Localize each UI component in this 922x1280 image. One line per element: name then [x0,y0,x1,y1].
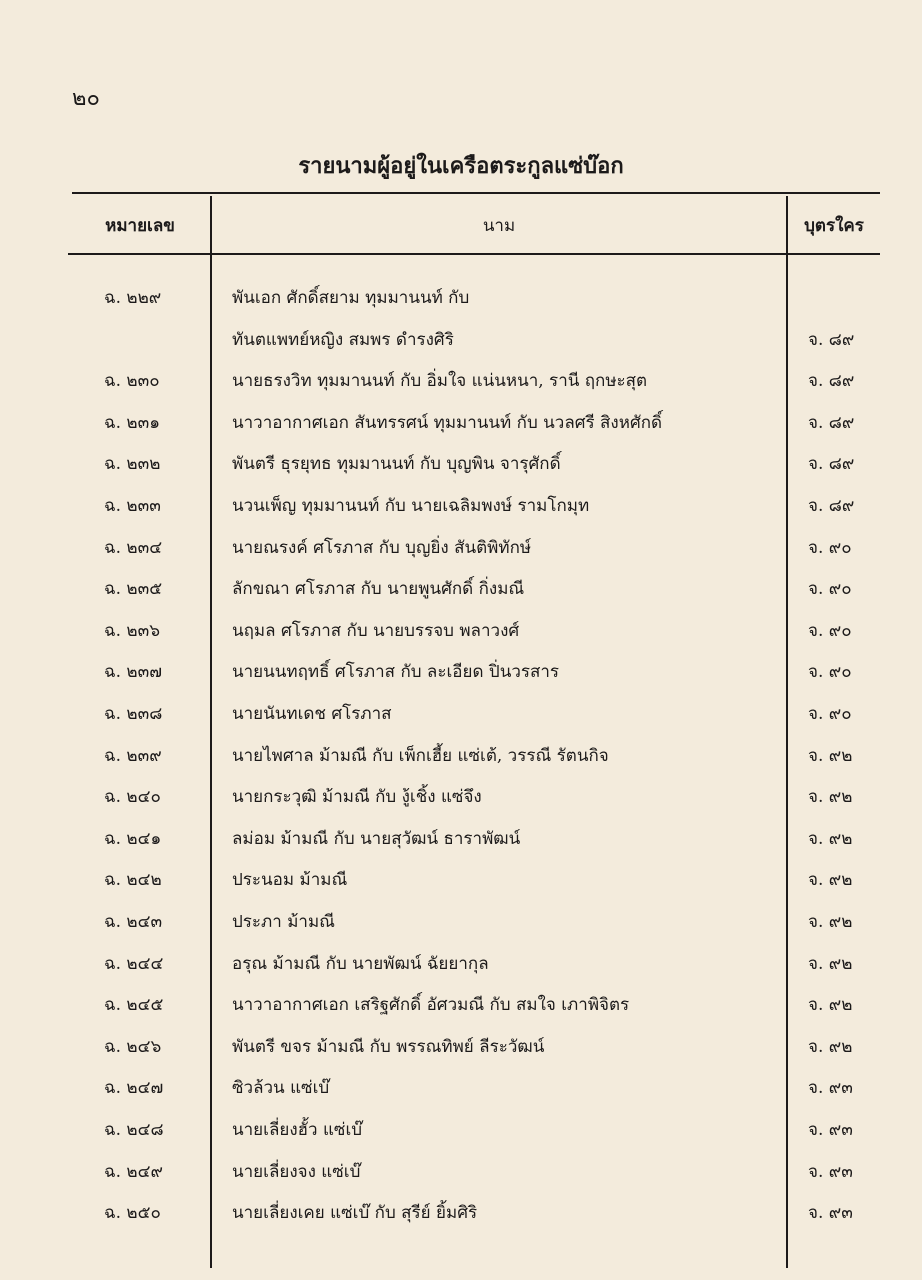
table-row [0,1023,922,1063]
column-header-name: นาม [482,216,516,236]
column-header-number: หมายเลข [105,216,175,236]
entry-parent-ref: จ. ๘๙ [808,454,855,475]
entry-parent-ref: จ. ๘๙ [808,496,855,516]
table-row [0,607,922,647]
entry-parent-ref: จ. ๙๒ [808,787,853,808]
column-header-parent: บุตรใคร [804,216,864,236]
entry-name: อรุณ ม้ามณี กับ นายพัฒน์ ฉัยยากุล [232,953,489,974]
entry-parent-ref: จ. ๙๒ [808,1036,853,1057]
entry-number: ฉ. ๒๓๒ [104,454,161,475]
table-row [0,316,922,356]
table-row [0,524,922,564]
entry-number: ฉ. ๒๓๕ [104,579,163,600]
entry-parent-ref: จ. ๙๐ [808,620,852,641]
entry-parent-ref: จ. ๙๓ [808,1120,853,1140]
entry-number: ฉ. ๒๔๙ [104,1161,163,1182]
entry-name: นายนนทฤทธิ์ ศโรภาส กับ ละเอียด ปิ่นวรสาร [232,662,560,683]
entry-number: ฉ. ๒๔๒ [104,870,162,891]
entry-parent-ref: จ. ๘๙ [808,371,855,392]
entry-name: นายเลี่ยงจง แซ่เบ๊ [232,1161,361,1182]
entry-number: ฉ. ๒๕๐ [104,1203,161,1224]
entry-name: นายณรงค์ ศโรภาส กับ บุญยิ่ง สันติพิทักษ์ [232,537,532,558]
entry-number: ฉ. ๒๓๐ [104,371,160,392]
entry-name: นายนันทเดช ศโรภาส [232,704,392,724]
entry-parent-ref: จ. ๙๓ [808,1078,853,1099]
entry-name: นาวาอากาศเอก สันทรรศน์ ทุมมานนท์ กับ นวลศรี สิงหศักดิ์ [232,412,663,433]
table-row [0,440,922,480]
entry-parent-ref: จ. ๙๐ [808,537,852,558]
table-row [0,1106,922,1146]
entry-name: ซิวล้วน แซ่เบ๊ [232,1078,330,1099]
entry-number: ฉ. ๒๒๙ [104,288,162,308]
table-row [0,1148,922,1188]
entry-name: ประภา ม้ามณี [232,912,335,932]
entry-name: พันเอก ศักดิ์สยาม ทุมมานนท์ กับ [232,288,470,308]
entry-parent-ref: จ. ๙๐ [808,662,852,683]
entry-name: นวนเพ็ญ ทุมมานนท์ กับ นายเฉลิมพงษ์ รามโกมุท [232,496,590,516]
table-row [0,565,922,605]
entry-name: นายไพศาล ม้ามณี กับ เพ็กเฮี้ย แซ่เต้, วรรณี รัตนกิจ [232,745,609,766]
table-row [0,690,922,730]
entry-parent-ref: จ. ๙๒ [808,870,853,891]
entry-number: ฉ. ๒๓๙ [104,745,162,766]
entry-name: ลักขณา ศโรภาส กับ นายพูนศักดิ์ กิ่งมณี [232,579,525,600]
table-row [0,357,922,397]
entry-number: ฉ. ๒๔๕ [104,995,164,1016]
entry-name: พันตรี ขจร ม้ามณี กับ พรรณทิพย์ ลีระวัฒน์ [232,1036,545,1057]
table-row [0,898,922,938]
table-row [0,815,922,855]
header-rule [68,253,880,255]
table-row [0,1064,922,1104]
entry-parent-ref: จ. ๙๒ [808,828,853,849]
entry-name: พันตรี ธุรยุทธ ทุมมานนท์ กับ บุญพิน จารุศักดิ์ [232,454,561,475]
entry-number: ฉ. ๒๔๓ [104,912,163,932]
entry-parent-ref: จ. ๙๓ [808,1203,853,1224]
entry-number: ฉ. ๒๓๗ [104,662,162,683]
page-number: ๒๐ [72,86,100,111]
entry-parent-ref: จ. ๙๓ [808,1161,853,1182]
entry-number: ฉ. ๒๔๘ [104,1120,164,1140]
table-row [0,1189,922,1229]
entry-parent-ref: จ. ๙๒ [808,995,853,1016]
table-row [0,856,922,896]
entry-number: ฉ. ๒๔๐ [104,787,161,808]
entry-number: ฉ. ๒๓๑ [104,412,161,433]
entry-name: นายเลี่ยงเคย แซ่เบ๊ กับ สุรีย์ ยิ้มศิริ [232,1203,478,1224]
table-row [0,399,922,439]
entry-parent-ref: จ. ๙๒ [808,912,853,932]
entry-number: ฉ. ๒๔๔ [104,953,164,974]
entry-parent-ref: จ. ๘๙ [808,412,855,433]
entry-number: ฉ. ๒๔๑ [104,828,162,849]
entry-name: นฤมล ศโรภาส กับ นายบรรจบ พลาวงศ์ [232,620,520,641]
table-row [0,274,922,314]
entry-parent-ref: จ. ๙๒ [808,745,853,766]
entry-name: นายเลี่ยงฮั้ว แซ่เบ๊ [232,1120,363,1140]
entry-number: ฉ. ๒๓๓ [104,496,161,516]
entry-number: ฉ. ๒๓๔ [104,537,163,558]
entry-name: นาวาอากาศเอก เสริฐศักดิ์ อัศวมณี กับ สมใจ เภาพิจิตร [232,995,630,1016]
entry-name: ประนอม ม้ามณี [232,870,348,891]
entry-parent-ref: จ. ๙๐ [808,579,852,600]
entry-name: ลม่อม ม้ามณี กับ นายสุวัฒน์ ธาราพัฒน์ [232,828,521,849]
table-row [0,732,922,772]
entry-number: ฉ. ๒๔๖ [104,1036,162,1057]
entry-name: นายธรงวิท ทุมมานนท์ กับ อิ่มใจ แน่นหนา, รานี ฤกษะสุต [232,371,648,392]
table-row [0,940,922,980]
entry-number: ฉ. ๒๓๘ [104,704,163,724]
top-rule [72,192,880,194]
entry-parent-ref: จ. ๘๙ [808,329,855,350]
entry-parent-ref: จ. ๙๐ [808,704,852,724]
entry-name: นายกระวุฒิ ม้ามณี กับ งู้เชิ้ง แซ่จึง [232,787,482,808]
page-title: รายนามผู้อยู่ในเครือตระกูลแซ่บ๊อก [298,153,624,179]
entry-number: ฉ. ๒๔๗ [104,1078,164,1099]
entry-number: ฉ. ๒๓๖ [104,620,161,641]
entry-parent-ref: จ. ๙๒ [808,953,853,974]
table-row [0,482,922,522]
entry-name: ทันตแพทย์หญิง สมพร ดำรงศิริ [232,329,454,350]
table-row [0,773,922,813]
table-row [0,981,922,1021]
table-row [0,648,922,688]
